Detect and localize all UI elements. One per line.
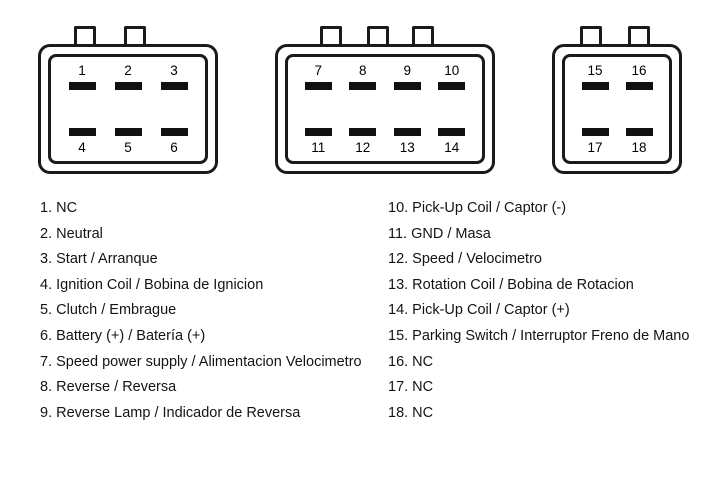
legend-item: 9. Reverse Lamp / Indicador de Reversa (40, 404, 301, 421)
pin-row-bottom (296, 124, 474, 155)
legend-item: 2. Neutral (40, 225, 103, 242)
pin-blade (305, 82, 332, 90)
pin-cell (151, 124, 197, 155)
connector-diagram-area (0, 0, 720, 200)
pin-cell (296, 124, 341, 155)
pin-cell (573, 63, 617, 94)
legend-item: 5. Clutch / Embrague (40, 302, 177, 319)
legend-item: 13. Rotation Coil / Bobina de Rotacion (388, 276, 634, 293)
pin-number: 5 (124, 140, 132, 155)
connector-tabs (552, 26, 682, 44)
connector-4-pin (552, 26, 682, 174)
connector-6-pin (38, 26, 218, 174)
pin-cell (105, 124, 151, 155)
pin-number: 2 (124, 63, 132, 78)
pin-blade (626, 128, 653, 136)
legend-item: 1. NC (40, 200, 78, 216)
pin-number: 11 (311, 140, 326, 155)
connector-shell (38, 44, 218, 174)
legend-item: 10. Pick-Up Coil / Captor (-) (388, 200, 567, 216)
pin-cell (617, 124, 661, 155)
pin-cell (617, 63, 661, 94)
legend-item: 3. Start / Arranque (40, 251, 158, 268)
pin-legend-right-column (388, 196, 689, 426)
pin-blade (305, 128, 332, 136)
pin-blade (115, 82, 142, 90)
pin-number: 14 (444, 140, 460, 155)
connector-inner-frame (48, 54, 208, 164)
connector-tabs (275, 26, 495, 44)
legend-item: 11. GND / Masa (388, 225, 491, 242)
legend-item: 6. Battery (+) / Batería (+) (40, 327, 206, 344)
pin-number: 3 (170, 63, 178, 78)
legend-item: 16. NC (388, 353, 434, 370)
pin-number: 1 (78, 63, 86, 78)
connector-tab (124, 26, 146, 46)
pin-cell (105, 63, 151, 94)
pin-number: 6 (170, 140, 178, 155)
pin-number: 13 (399, 140, 415, 155)
connector-inner-frame (285, 54, 485, 164)
pin-row-bottom (573, 124, 661, 155)
pin-number: 8 (358, 63, 367, 78)
pin-cell (430, 63, 475, 94)
connector-shell (275, 44, 495, 174)
pin-number: 18 (631, 140, 647, 155)
pin-blade (582, 128, 609, 136)
pin-cell (296, 63, 341, 94)
connector-tab (580, 26, 602, 46)
pin-blade (626, 82, 653, 90)
connector-tab (412, 26, 434, 46)
pin-blade (438, 82, 465, 90)
pin-blade (69, 82, 96, 90)
pin-cell (59, 63, 105, 94)
pin-number: 9 (403, 63, 411, 78)
legend-item: 15. Parking Switch / Interruptor Freno de Mano (388, 327, 690, 344)
legend-item: 17. NC (388, 379, 434, 396)
pin-cell (385, 124, 430, 155)
pin-number: 15 (587, 63, 603, 78)
pin-cell (430, 124, 475, 155)
pin-blade (349, 128, 376, 136)
connector-tab (74, 26, 96, 46)
pin-cell (341, 63, 386, 94)
pin-row-top (296, 63, 474, 94)
pin-cell (341, 124, 386, 155)
pin-number: 4 (78, 140, 86, 155)
pin-blade (349, 82, 376, 90)
pin-number: 16 (631, 63, 647, 78)
legend-item: 18. NC (388, 404, 434, 421)
connector-shell (552, 44, 682, 174)
pin-blade (582, 82, 609, 90)
connector-tab (367, 26, 389, 46)
pin-cell (573, 124, 617, 155)
pin-number: 17 (587, 140, 603, 155)
legend-item: 14. Pick-Up Coil / Captor (+) (388, 302, 570, 319)
pin-row-top (59, 63, 197, 94)
connector-tab (628, 26, 650, 46)
pin-row-top (573, 63, 661, 94)
pin-number: 12 (355, 140, 371, 155)
connector-inner-frame (562, 54, 672, 164)
pin-legend-left-column (40, 196, 362, 426)
pin-row-bottom (59, 124, 197, 155)
pin-cell (151, 63, 197, 94)
pin-cell (385, 63, 430, 94)
connector-8-pin (275, 26, 495, 174)
pin-number: 7 (314, 63, 322, 78)
pin-blade (438, 128, 465, 136)
pin-cell (59, 124, 105, 155)
legend-item: 12. Speed / Velocimetro (388, 251, 542, 268)
pin-blade (161, 128, 188, 136)
pin-blade (69, 128, 96, 136)
pin-number: 10 (444, 63, 460, 78)
pin-blade (161, 82, 188, 90)
pin-blade (394, 82, 421, 90)
legend-item: 7. Speed power supply / Alimentacion Velocimetro (40, 353, 362, 370)
connector-tabs (38, 26, 218, 44)
pin-blade (394, 128, 421, 136)
legend-item: 8. Reverse / Reversa (40, 379, 177, 396)
connector-tab (320, 26, 342, 46)
pin-blade (115, 128, 142, 136)
legend-item: 4. Ignition Coil / Bobina de Ignicion (40, 276, 264, 293)
